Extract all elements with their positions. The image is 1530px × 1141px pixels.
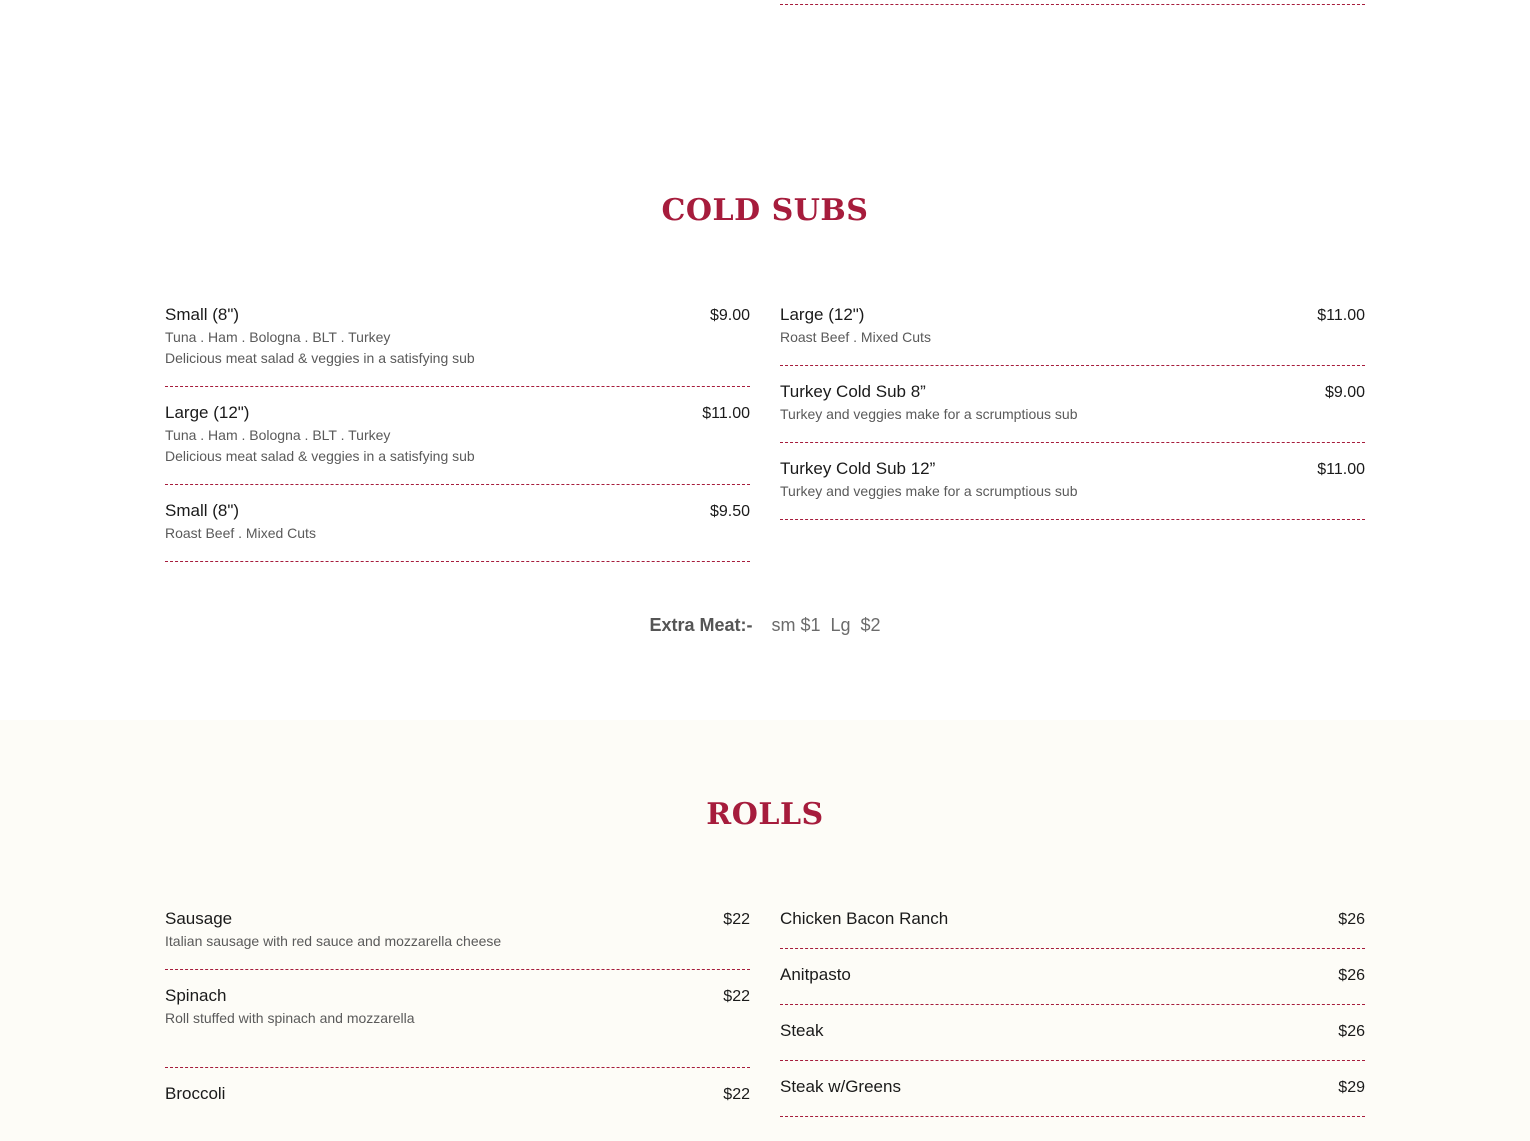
menu-item [165,387,750,485]
menu-item [780,949,1365,1005]
item-desc: Delicious meat salad & veggies in a satisfying sub [165,350,475,366]
item-name: Spinach [165,986,227,1005]
extra-meat-note [0,615,1530,636]
item-price: $29 [1338,1079,1365,1096]
item-price: $11.00 [1317,461,1365,478]
cold-subs-title: COLD SUBS [661,193,869,228]
item-name: Steak w/Greens [780,1077,901,1096]
item-name: Large (12") [165,403,250,422]
extra-meat-value: sm $1 Lg $2 [771,615,881,635]
menu-item [780,366,1365,443]
item-price: $9.00 [709,307,750,324]
item-name: Anitpasto [780,965,851,984]
item-name: Sausage [165,909,233,928]
item-price: $22 [723,988,750,1005]
menu-item [165,970,750,1068]
item-name: Turkey Cold Sub 8” [780,382,926,401]
menu-item [165,485,750,562]
item-name: Small (8") [165,305,240,324]
cold-subs-left-column [165,305,750,562]
item-price: $26 [1338,967,1365,984]
item-desc: Italian sausage with red sauce and mozzarella cheese [165,933,502,949]
item-price: $9.50 [709,503,750,520]
menu-item [780,1061,1365,1117]
item-name: Chicken Bacon Ranch [780,909,949,928]
item-price: $9.00 [1324,384,1365,401]
item-desc: Turkey and veggies make for a scrumptious sub [780,406,1078,422]
item-desc: Turkey and veggies make for a scrumptious sub [780,483,1078,499]
item-name: Small (8") [165,501,240,520]
item-name: Steak [780,1021,824,1040]
item-desc: Roast Beef . Mixed Cuts [780,329,931,345]
menu-item [780,305,1365,366]
item-name: Large (12") [780,305,865,324]
item-price: $11.00 [1317,307,1365,324]
item-price: $26 [1338,911,1365,928]
menu-item [165,305,750,387]
item-desc: Tuna . Ham . Bologna . BLT . Turkey [165,329,391,345]
menu-item [780,443,1365,520]
menu-item [780,1005,1365,1061]
item-desc: Tuna . Ham . Bologna . BLT . Turkey [165,427,391,443]
rolls-right-column [780,909,1365,1117]
item-price: $22 [723,911,750,928]
item-price: $26 [1338,1023,1365,1040]
item-name: Broccoli [165,1084,226,1103]
item-desc: Roll stuffed with spinach and mozzarella [165,1010,415,1026]
extra-meat-label: Extra Meat:- [649,615,753,635]
rolls-title: ROLLS [706,797,824,832]
rolls-section [0,720,1530,1141]
menu-item [780,909,1365,949]
menu-item [165,909,750,970]
rolls-left-column [165,909,750,1141]
menu-item [165,1068,750,1141]
top-divider [780,4,1365,5]
cold-subs-right-column [780,305,1365,520]
item-price: $22 [723,1086,750,1103]
item-name: Turkey Cold Sub 12” [780,459,936,478]
item-price: $11.00 [702,405,750,422]
item-desc: Delicious meat salad & veggies in a satisfying sub [165,448,475,464]
item-desc: Roast Beef . Mixed Cuts [165,525,316,541]
